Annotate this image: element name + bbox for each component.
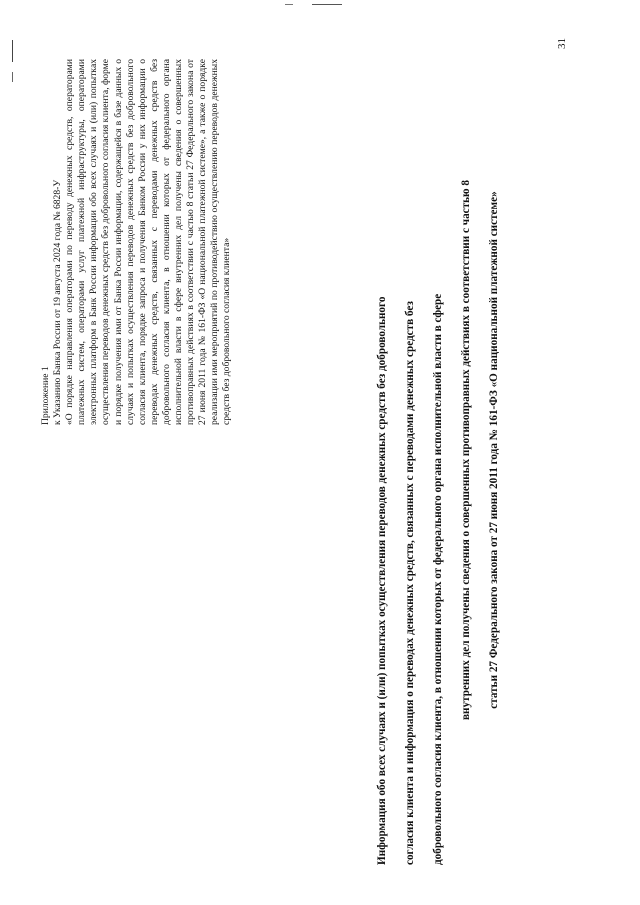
title-line-5: статьи 27 Федерального закона от 27 июня 2011 года № 161-ФЗ «О национальной платежной системе» bbox=[488, 191, 500, 709]
appendix-reference-block bbox=[40, 59, 234, 425]
title-line-2: согласия клиента и информация о переводах денежных средств, связанных с переводами денежных средств без bbox=[404, 301, 416, 865]
page-number: 31 bbox=[556, 38, 568, 49]
title-line-3: добровольного согласия клиента, в отношении которых от федерального органа исполнительной власти в сфере bbox=[432, 293, 444, 865]
title-line-1: Информация обо всех случаях и (или) попытках осуществления переводов денежных средств без добровольного bbox=[376, 296, 388, 865]
title-line-4: внутренних дел получены сведения о совершенных противоправных действиях в соответствии с частью 8 bbox=[460, 180, 472, 720]
appendix-decree-line: к Указанию Банка России от 19 августа 2024 года № 6828-У bbox=[52, 179, 64, 425]
appendix-decree-title: «О порядке направления операторами по переводу денежных средств, операторами платежных систем, операторами услуг платежной инфраструктуры, операторами электронных платформ в Банк России информации обо всех случаях и (или) попытках осуществления переводов денежных средств без добровольного согласия клиента, форме и порядке получения ими от Банка России информации, содержащейся в базе данных о случаях и попытках осуществления переводов денежных средств без добровольного согласия клиента, порядке запроса и получения Банком России у них информации о переводах денежных средств, связанных с переводами денежных средств без добровольного согласия клиента, в отношении которых от федерального органа исполнительной власти в сфере внутренних дел получены сведения о совершенных противоправных действиях в соответствии с частью 8 статьи 27 Федерального закона от 27 июня 2011 года № 161-ФЗ «О национальной платежной системе», а также о порядке реализации ими мероприятий по противодействию осуществлению переводов денежных средств без добровольного согласия клиента» bbox=[64, 59, 233, 425]
appendix-heading: Приложение 1 bbox=[40, 366, 51, 425]
document-title bbox=[368, 35, 508, 865]
